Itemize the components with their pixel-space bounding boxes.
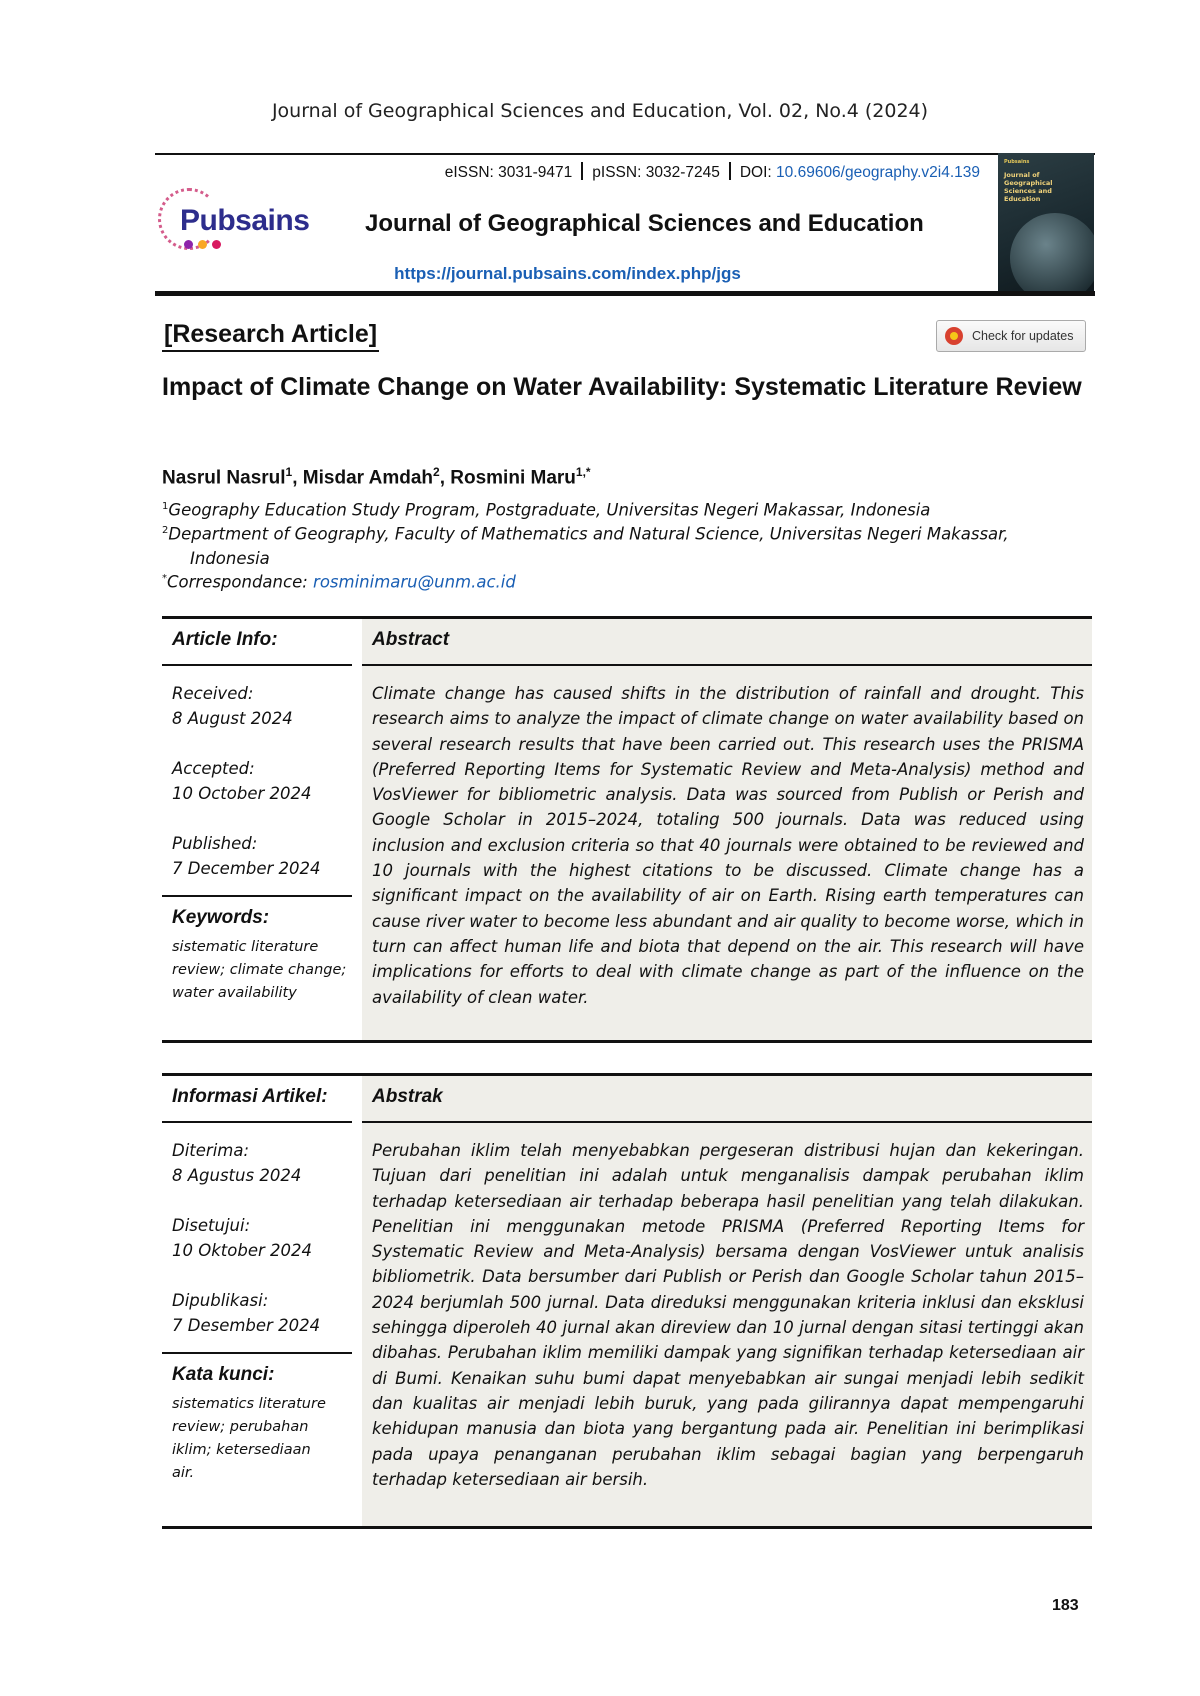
- kata-kunci-text: sistematics literature review; perubahan iklim; ketersediaan air.: [172, 1396, 326, 1481]
- check-updates-label: Check for updates: [972, 329, 1074, 343]
- cover-globe-icon: [1010, 213, 1094, 291]
- article-dates: [172, 681, 352, 881]
- check-for-updates-button[interactable]: [936, 320, 1086, 352]
- publisher-logo: [158, 188, 338, 258]
- journal-url-link[interactable]: https://journal.pubsains.com/index.php/jgs: [394, 264, 741, 283]
- abstrak-panel: [362, 1076, 1092, 1526]
- doi-label: DOI:: [739, 164, 772, 181]
- running-header: Journal of Geographical Sciences and Education, Vol. 02, No.4 (2024): [271, 100, 929, 122]
- keywords-text: sistematic literature review; climate change; water availability: [172, 939, 347, 1001]
- received-label: Diterima:: [172, 1141, 250, 1160]
- author-separator: ,: [439, 467, 451, 489]
- article-info-heading: Article Info:: [172, 629, 278, 650]
- affil-marker: 2: [162, 525, 169, 536]
- received-label: Received:: [172, 684, 254, 703]
- abstract-text: Climate change has caused shifts in the distribution of rainfall and drought. This research aims to analyze the impact of climate change on water availability based on several research results that have been carried out. This research uses the PRISMA (Preferred Reporting Items for Systematic Review and Meta-Analysis) method and VosViewer for bibliometric analysis. Data was sourced from Publish or Perish and Google Scholar in 2015–2024, totaling 500 journals. Data was reduced using inclusion and exclusion criteria so that 40 journals were obtained to be reviewed and 10 journals with the highest citations to be discussed. Climate change has a significant impact on the availability of air on Earth. Rising earth temperatures can cause river water to become less abundant and air quality to become worse, which in turn can affect human life and biota that depend on the air. This research will have implications for efforts to deal with climate change as part of the influence on the availability of clean water.: [372, 684, 1084, 1007]
- english-info-box: [162, 616, 1092, 1043]
- pissn: pISSN: 3032-7245: [592, 164, 720, 181]
- received-date: 8 August 2024: [172, 709, 293, 728]
- informasi-artikel-panel: [162, 1073, 352, 1526]
- author-affil-marker: 1: [285, 465, 293, 479]
- published-date: 7 December 2024: [172, 859, 321, 878]
- corr-marker: *: [162, 573, 167, 584]
- author-affil-marker: 2: [433, 465, 440, 479]
- author-affil-marker: 1,*: [575, 465, 591, 479]
- author-name: Nasrul Nasrul: [162, 467, 286, 489]
- published-date: 7 Desember 2024: [172, 1316, 321, 1335]
- crossmark-icon: [945, 327, 963, 345]
- logo-dot-icon: [184, 240, 193, 249]
- affil-text-continued: Indonesia: [190, 548, 270, 568]
- abstract-heading: Abstract: [372, 629, 450, 650]
- accepted-date: 10 October 2024: [172, 784, 312, 803]
- author-separator: ,: [292, 467, 303, 489]
- logo-dot-icon: [198, 240, 207, 249]
- published-label: Published:: [172, 834, 258, 853]
- article-type: [Research Article]: [162, 318, 379, 352]
- keywords-heading: Keywords:: [172, 907, 270, 928]
- cover-title: Journal of Geographical Sciences and Education: [1004, 171, 1053, 203]
- accepted-date: 10 Oktober 2024: [172, 1241, 312, 1260]
- box-bottom-rule: [162, 1526, 1092, 1529]
- info-heading-rule: [162, 1121, 352, 1123]
- keywords-rule: [162, 895, 352, 897]
- abstrak-heading-rule: [362, 1121, 1092, 1123]
- journal-cover-image: [998, 153, 1094, 291]
- eissn: eISSN: 3031-9471: [444, 164, 573, 181]
- abstract-heading-rule: [362, 664, 1092, 666]
- masthead-top-rule: [155, 153, 1095, 155]
- corr-label: Correspondance:: [167, 572, 314, 592]
- info-heading-rule: [162, 664, 352, 666]
- accepted-label: Disetujui:: [172, 1216, 251, 1235]
- doi-link[interactable]: 10.69606/geography.v2i4.139: [776, 164, 980, 181]
- abstrak-heading: Abstrak: [372, 1086, 443, 1107]
- corr-email-link[interactable]: rosminimaru@unm.ac.id: [313, 572, 516, 592]
- separator: [729, 162, 731, 180]
- logo-text: Pubsains: [180, 204, 310, 237]
- issn-line: [155, 162, 980, 182]
- received-date: 8 Agustus 2024: [172, 1166, 302, 1185]
- article-title: Impact of Climate Change on Water Availability: Systematic Literature Review: [162, 373, 1082, 401]
- author-name: Misdar Amdah: [302, 467, 434, 489]
- indonesian-info-box: [162, 1073, 1092, 1529]
- accepted-label: Accepted:: [172, 759, 255, 778]
- abstrak-text: Perubahan iklim telah menyebabkan pergeseran distribusi hujan dan kekeringan. Tujuan dari penelitian ini adalah untuk menganalisis dampak perubahan iklim terhadap ketersediaan air terhadap beberapa hasil penelitian yang telah dilakukan. Penelitian ini menggunakan metode PRISMA (Preferred Reporting Items for Systematic Review and Meta-Analysis) bersama dengan VosViewer untuk analisis bibliometrik. Data bersumber dari Publish or Perish dan Google Scholar tahun 2015–2024 berjumlah 500 jurnal. Data direduksi menggunakan kriteria inklusi dan eksklusi sehingga diperoleh 40 jurnal akan direview dan 10 jurnal dengan sitasi tertinggi akan dibahas. Perubahan iklim memiliki dampak yang signifikan terhadap ketersediaan air di Bumi. Kenaikan suhu bumi dapat menyebabkan air sungai menjadi lebih sedikit dan kualitas air menjadi lebih buruk, yang pada gilirannya dapat mempengaruhi kehidupan manusia dan biota yang bergantung pada air. Penelitian ini berimplikasi pada upaya penanganan perubahan iklim sebagai bagian yang berpengaruh terhadap ketersediaan air bersih.: [372, 1141, 1084, 1489]
- separator: [581, 162, 583, 180]
- published-label: Dipublikasi:: [172, 1291, 269, 1310]
- box-bottom-rule: [162, 1040, 1092, 1043]
- logo-dot-icon: [212, 240, 221, 249]
- kata-kunci-heading: Kata kunci:: [172, 1364, 275, 1385]
- affil-text: Department of Geography, Faculty of Mathematics and Natural Science, Universitas Negeri Makassar,: [168, 524, 1009, 544]
- correspondence: [162, 567, 1092, 595]
- masthead-bottom-rule: [155, 291, 1095, 296]
- author-name: Rosmini Maru: [450, 467, 576, 489]
- journal-name: Journal of Geographical Sciences and Education: [365, 210, 924, 237]
- keywords-rule: [162, 1352, 352, 1354]
- article-info-panel: [162, 616, 352, 1040]
- affil-text: Geography Education Study Program, Postgraduate, Universitas Negeri Makassar, Indonesia: [168, 500, 931, 520]
- informasi-artikel-heading: Informasi Artikel:: [172, 1086, 328, 1107]
- page-number: 183: [1052, 1597, 1079, 1614]
- abstract-panel: [362, 619, 1092, 1040]
- affil-marker: 1: [162, 501, 169, 512]
- article-dates: [172, 1138, 352, 1338]
- affiliation-2: [162, 519, 1092, 571]
- cover-brand: Pubsains: [1004, 159, 1030, 165]
- author-list: [162, 465, 591, 489]
